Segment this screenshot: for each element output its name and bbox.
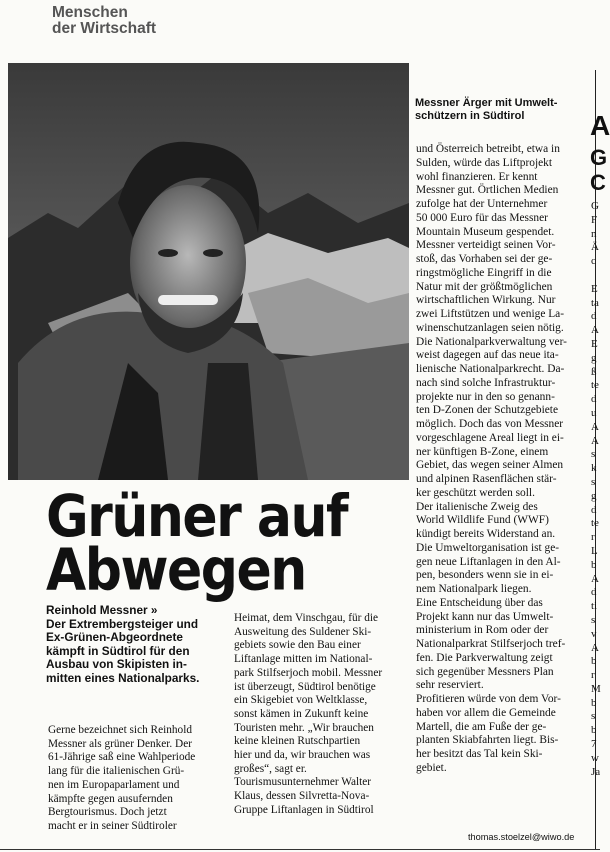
body-line: b — [591, 558, 597, 571]
body-line: Gerne bezeichnet sich Reinhold — [48, 724, 192, 736]
body-line: park Stilfserjoch mobil. Messner — [234, 666, 383, 679]
body-line: Bergtourismus. Doch jetzt — [48, 806, 167, 819]
body-line: s — [591, 613, 596, 626]
body-line: fen. Die Parkverwaltung zeigt — [416, 651, 553, 664]
body-line: s — [591, 475, 596, 488]
body-line: Projekt kann nur das Umwelt- — [416, 610, 554, 623]
body-line: pen, besonders wenn sie in ei- — [416, 569, 554, 582]
body-line: b — [591, 696, 597, 709]
body-line: sich gegenüber Messners Plan — [416, 665, 554, 678]
body-line: wirtschaftlichen Wirkung. Nur — [416, 294, 556, 307]
body-line: vorgeschlagene Areal liegt in ei- — [416, 431, 564, 444]
section-label — [52, 5, 212, 37]
body-line: 7 — [591, 738, 597, 751]
body-line: 50 000 Euro für das Messner — [416, 211, 548, 224]
body-line: u — [591, 406, 597, 419]
body-line: macht er in seiner Südtiroler — [48, 819, 177, 832]
teaser-line: kämpft in Südtirol für den — [46, 643, 190, 658]
body-line: k — [591, 462, 597, 475]
body-column-3 — [416, 143, 586, 776]
body-line: A — [591, 324, 599, 337]
body-column-1 — [48, 724, 226, 834]
portrait-photo-illustration — [8, 63, 409, 480]
body-line: Klaus, dessen Silvretta-Nova- — [234, 790, 370, 803]
body-line: Ausweitung des Suldener Ski- — [234, 625, 372, 638]
body-line: 61-Jährige saß eine Wahlperiode — [48, 751, 196, 764]
body-line — [591, 269, 600, 283]
body-line: G — [591, 200, 599, 212]
body-line: Liftanlage mitten im National- — [234, 653, 373, 666]
body-line: kündigt bereits Widerstand an. — [416, 528, 556, 540]
body-line: kämpfte gegen ausufernden — [48, 792, 173, 805]
caption-line1 — [415, 97, 585, 110]
body-line: Gruppe Liftanlagen in Südtirol — [234, 803, 374, 816]
body-line: her besitzt das Tal kein Ski- — [416, 748, 543, 760]
body-line: Gebiet, das wegen seiner Almen — [416, 459, 564, 472]
body-line: Sulden, würde das Liftprojekt — [416, 156, 553, 169]
body-line: Martell, die am Fuße der ge- — [416, 720, 547, 733]
body-line: ner künftigen B-Zone, einem — [416, 445, 549, 458]
headline-line2: Abwegen — [46, 537, 306, 605]
headline — [46, 483, 416, 605]
page-bottom-rule — [0, 849, 600, 850]
body-line: A — [591, 572, 599, 585]
body-line: te — [591, 379, 599, 392]
body-line: hier und da, wir brauchen was — [234, 749, 371, 762]
body-line: ti — [591, 600, 598, 613]
section-label-line1: Menschen — [52, 4, 128, 21]
body-line: weist dagegen auf das neue ita- — [416, 349, 559, 362]
body-line: Mountain Museum gespendet. — [416, 225, 555, 238]
body-line: Natur mit der größtmöglichen — [416, 280, 553, 293]
body-line: lang für die italienischen Grü- — [48, 765, 185, 778]
body-line: Messner verteidigt seinen Vor- — [416, 239, 556, 252]
headline-line1: Grüner auf — [46, 483, 348, 551]
body-line: Messner als grüner Denker. Der — [48, 737, 192, 750]
teaser-line: mitten eines Nationalparks. — [46, 670, 200, 685]
body-line: Die Umweltorganisation ist ge- — [416, 541, 560, 554]
teaser-line: Ausbau von Skipisten in- — [46, 657, 187, 672]
body-line: d — [591, 586, 597, 599]
body-line: A — [591, 434, 599, 447]
body-line: Touristen mehr. „Wir brauchen — [234, 721, 374, 734]
body-line: ist überzeugt, Südtirol benötige — [234, 680, 376, 693]
teaser-line: Der Extrembergsteiger und — [46, 616, 199, 631]
body-line: d — [591, 310, 597, 323]
caption-lead: Messner — [415, 97, 460, 109]
body-line: s — [591, 448, 596, 461]
teaser-line: Reinhold Messner » — [46, 603, 158, 617]
body-line: und Österreich betreibt, etwa in — [416, 143, 560, 155]
body-line: planten Skiabfahrten liegt. Bis- — [416, 734, 559, 747]
body-line: L — [591, 544, 598, 557]
body-line: nach sind solche Infrastruktur- — [416, 376, 556, 389]
body-line: gebiet. — [416, 761, 447, 774]
body-line: n — [591, 227, 597, 240]
body-line: gen neue Liftanlagen in den Al- — [416, 555, 561, 568]
body-line: E — [591, 282, 598, 295]
body-line: s — [591, 710, 596, 723]
body-line: w — [591, 751, 599, 764]
author-email[interactable]: thomas.stoelzel@wiwo.de — [468, 832, 575, 842]
body-line: winenschutzanlagen seien nötig. — [416, 321, 564, 334]
body-line: stoß, das Vorhaben sei der ge- — [416, 253, 553, 265]
body-line: zwei Liftstützen und wenige La- — [416, 308, 565, 320]
portrait-photo — [8, 63, 409, 480]
body-line: lienische Nationalparkrecht. Da- — [416, 363, 565, 375]
body-line: v — [591, 627, 597, 640]
body-line: Profitieren würde von dem Vor- — [416, 693, 561, 705]
body-line: ten D-Zonen der Schutzgebiete — [416, 404, 559, 417]
body-column-2 — [234, 612, 414, 818]
body-line: Tourismusunternehmer Walter — [234, 776, 372, 789]
teaser — [46, 604, 228, 686]
body-line: keine kleinen Rutschpartien — [234, 735, 361, 748]
body-line: Ja — [591, 765, 601, 778]
body-line: r — [591, 669, 595, 682]
next-article-fragment: A — [590, 110, 610, 141]
body-line: nem Nationalpark liegen. — [416, 583, 532, 595]
section-label-line2: der Wirtschaft — [52, 20, 157, 37]
body-line: M — [591, 682, 601, 695]
body-line: nen im Europaparlament und — [48, 778, 180, 791]
body-line: Die Nationalparkverwaltung ver- — [416, 335, 567, 348]
body-line: A — [591, 641, 599, 654]
body-line: projekte nur in den so genann- — [416, 390, 555, 403]
body-line: d — [591, 393, 597, 406]
body-line: c — [591, 255, 596, 268]
body-line: ta — [591, 296, 599, 309]
body-line: r — [591, 531, 595, 544]
body-line: World Wildlife Fund (WWF) — [416, 514, 549, 527]
body-line: Der italienische Zweig des — [416, 500, 538, 513]
body-line: b — [591, 724, 597, 737]
body-line: Heimat, dem Vinschgau, für die — [234, 612, 379, 624]
body-line: sonst kämen in Zukunft keine — [234, 707, 369, 720]
body-line: ministerium in Rom oder der — [416, 624, 549, 637]
body-line: A — [591, 420, 599, 433]
body-line: gebiets sowie den Bau einer — [234, 639, 361, 652]
body-line: g — [591, 351, 597, 364]
body-line: sehr reserviert. — [416, 679, 484, 692]
body-line: Eine Entscheidung über das — [416, 596, 543, 609]
body-line: ein Skigebiet von Weltklasse, — [234, 694, 368, 707]
body-line: d — [591, 503, 597, 516]
body-line: F — [591, 213, 598, 226]
body-line: möglich. Doch das von Messner — [416, 418, 564, 430]
body-line: Ä — [591, 241, 599, 254]
next-article-fragment: G — [590, 145, 608, 170]
body-line: ringstmögliche Eingriff in die — [416, 266, 552, 279]
photo-caption — [415, 97, 585, 123]
body-line: ker geschützt werden soll. — [416, 486, 535, 499]
body-line: ß — [591, 365, 597, 378]
body-line: b — [591, 655, 597, 668]
next-article-column-edge — [591, 200, 600, 779]
body-line: Nationalparkrat Stilfserjoch tref- — [416, 638, 566, 650]
body-line: wohl finanzieren. Er kennt — [416, 170, 538, 183]
body-line: Messner gut. Örtlichen Medien — [416, 184, 559, 197]
body-line: großes“, sagt er. — [234, 762, 307, 775]
body-line: te — [591, 517, 599, 530]
caption-line2: schützern in Südtirol — [415, 110, 525, 122]
next-article-fragment: C — [590, 170, 606, 195]
teaser-line: Ex-Grünen-Abgeordnete — [46, 630, 183, 645]
body-line: g — [591, 489, 597, 502]
body-line: haben vor allem die Gemeinde — [416, 706, 556, 719]
body-line: und alpinen Rasenflächen stär- — [416, 473, 557, 485]
caption-line1-rest: Ärger mit Umwelt- — [462, 97, 558, 109]
body-line: zufolge hat der Unternehmer — [416, 198, 548, 210]
body-line: E — [591, 337, 598, 350]
